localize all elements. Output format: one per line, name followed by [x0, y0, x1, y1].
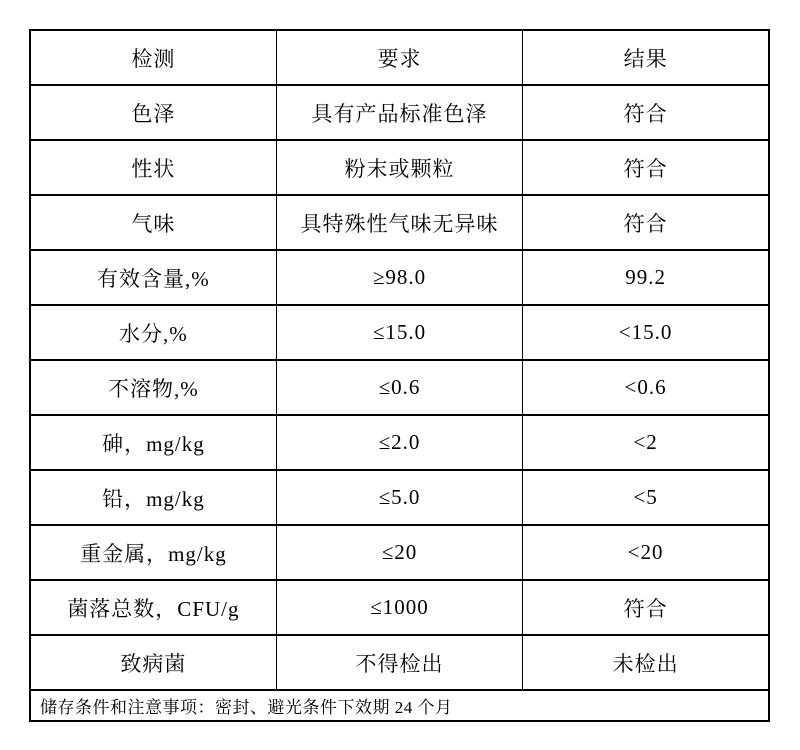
test-item-cell: 不溶物,% — [30, 360, 276, 415]
table-row-lead — [30, 470, 769, 525]
requirement-cell: ≤5.0 — [276, 470, 522, 525]
table-row-moisture — [30, 305, 769, 360]
table-row-insolubles — [30, 360, 769, 415]
table-row-total-plate-count — [30, 580, 769, 635]
header-requirement: 要求 — [276, 30, 522, 85]
table-row-active-content — [30, 250, 769, 305]
test-item-cell: 气味 — [30, 195, 276, 250]
result-cell: <20 — [523, 525, 769, 580]
requirement-cell: 不得检出 — [276, 635, 522, 690]
requirement-cell: ≤2.0 — [276, 415, 522, 470]
requirement-cell: 粉末或颗粒 — [276, 140, 522, 195]
test-item-cell: 性状 — [30, 140, 276, 195]
test-item-cell: 致病菌 — [30, 635, 276, 690]
storage-note: 储存条件和注意事项：密封、避光条件下效期 24 个月 — [30, 690, 769, 721]
table-row-odor — [30, 195, 769, 250]
table-row-arsenic — [30, 415, 769, 470]
result-cell: 99.2 — [523, 250, 769, 305]
requirement-cell: ≥98.0 — [276, 250, 522, 305]
result-cell: <2 — [523, 415, 769, 470]
result-cell: 符合 — [523, 85, 769, 140]
result-cell: 符合 — [523, 140, 769, 195]
table-row-heavy-metals — [30, 525, 769, 580]
result-cell: <0.6 — [523, 360, 769, 415]
storage-note-row — [30, 690, 769, 721]
result-cell: <15.0 — [523, 305, 769, 360]
test-item-cell: 水分,% — [30, 305, 276, 360]
header-test-item: 检测 — [30, 30, 276, 85]
table-row-pathogens — [30, 635, 769, 690]
inspection-spec-table — [29, 29, 770, 722]
result-cell: 符合 — [523, 580, 769, 635]
table-row-appearance — [30, 140, 769, 195]
result-cell: <5 — [523, 470, 769, 525]
result-cell: 符合 — [523, 195, 769, 250]
requirement-cell: 具特殊性气味无异味 — [276, 195, 522, 250]
header-result: 结果 — [523, 30, 769, 85]
test-item-cell: 重金属，mg/kg — [30, 525, 276, 580]
test-item-cell: 有效含量,% — [30, 250, 276, 305]
test-item-cell: 砷，mg/kg — [30, 415, 276, 470]
requirement-cell: 具有产品标准色泽 — [276, 85, 522, 140]
result-cell: 未检出 — [523, 635, 769, 690]
table-row-color — [30, 85, 769, 140]
test-item-cell: 色泽 — [30, 85, 276, 140]
requirement-cell: ≤1000 — [276, 580, 522, 635]
header-row — [30, 30, 769, 85]
test-item-cell: 铅，mg/kg — [30, 470, 276, 525]
requirement-cell: ≤15.0 — [276, 305, 522, 360]
requirement-cell: ≤20 — [276, 525, 522, 580]
test-item-cell: 菌落总数，CFU/g — [30, 580, 276, 635]
requirement-cell: ≤0.6 — [276, 360, 522, 415]
